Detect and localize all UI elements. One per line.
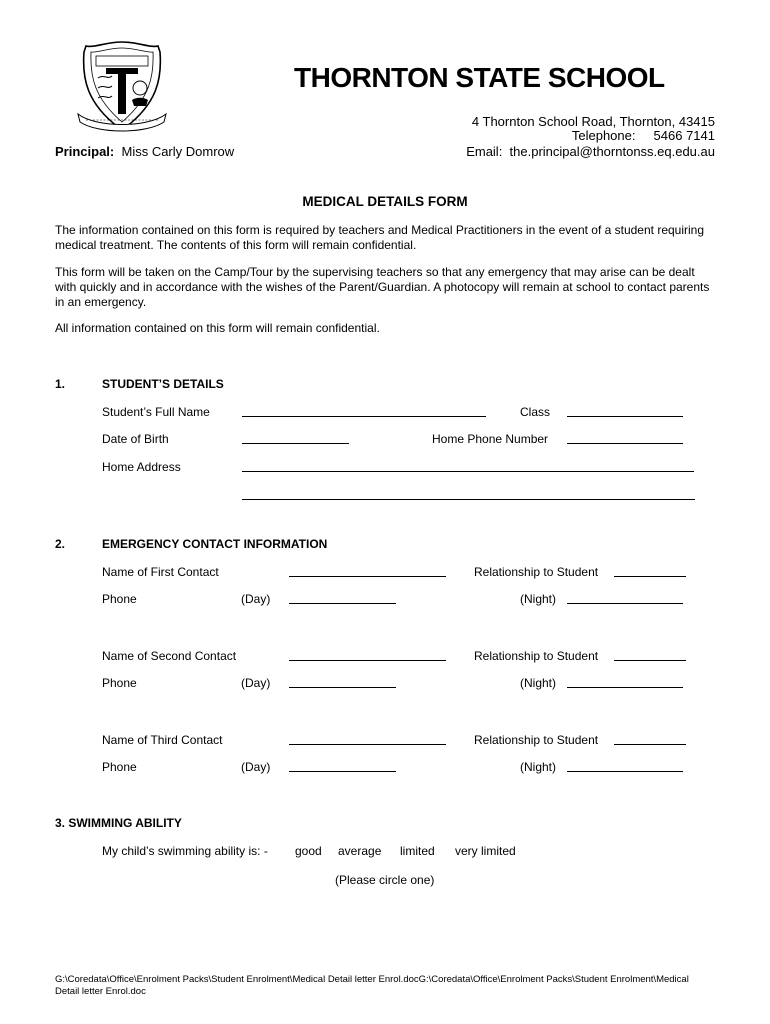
school-email xyxy=(466,144,715,159)
school-address: 4 Thornton School Road, Thornton, 43415 xyxy=(471,114,715,129)
section-3-heading: 3. SWIMMING ABILITY xyxy=(55,816,182,830)
section-2-heading: EMERGENCY CONTACT INFORMATION xyxy=(102,537,328,551)
full-name-field[interactable] xyxy=(242,416,486,417)
second-night-label: (Night) xyxy=(520,676,557,690)
first-phone-label: Phone xyxy=(102,592,137,606)
third-contact-field[interactable] xyxy=(289,744,446,745)
first-contact-field[interactable] xyxy=(289,576,446,577)
third-night-label: (Night) xyxy=(520,760,557,774)
second-phone-label: Phone xyxy=(102,676,137,690)
email-label: Email: xyxy=(466,144,503,159)
third-night-phone-field[interactable] xyxy=(567,771,683,772)
principal-name: Miss Carly Domrow xyxy=(121,144,235,159)
first-relationship-field[interactable] xyxy=(614,576,686,577)
third-day-label: (Day) xyxy=(241,760,271,774)
first-night-label: (Night) xyxy=(520,592,557,606)
first-relationship-label: Relationship to Student xyxy=(474,565,599,579)
second-relationship-label: Relationship to Student xyxy=(474,649,599,663)
first-contact-label: Name of First Contact xyxy=(102,565,219,579)
first-day-label: (Day) xyxy=(241,592,271,606)
third-relationship-field[interactable] xyxy=(614,744,686,745)
home-address-field-1[interactable] xyxy=(242,471,694,472)
home-phone-label: Home Phone Number xyxy=(432,432,549,446)
school-telephone xyxy=(572,128,715,143)
telephone-number: 5466 7141 xyxy=(653,128,715,143)
section-2-number: 2. xyxy=(55,537,66,551)
class-field[interactable] xyxy=(567,416,683,417)
section-1-number: 1. xyxy=(55,377,66,391)
form-title: MEDICAL DETAILS FORM xyxy=(302,194,468,209)
second-day-phone-field[interactable] xyxy=(289,687,396,688)
second-day-label: (Day) xyxy=(241,676,271,690)
full-name-label: Student’s Full Name xyxy=(102,405,210,419)
dob-label: Date of Birth xyxy=(102,432,169,446)
dob-field[interactable] xyxy=(242,443,349,444)
home-address-field-2[interactable] xyxy=(242,499,695,500)
home-address-label: Home Address xyxy=(102,460,181,474)
swim-option-average[interactable]: average xyxy=(338,844,382,858)
circle-instruction: (Please circle one) xyxy=(335,873,435,887)
email-address[interactable]: the.principal@thorntonss.eq.edu.au xyxy=(509,144,715,159)
section-1-heading: STUDENT’S DETAILS xyxy=(102,377,224,391)
second-contact-label: Name of Second Contact xyxy=(102,649,237,663)
second-night-phone-field[interactable] xyxy=(567,687,683,688)
home-phone-field[interactable] xyxy=(567,443,683,444)
third-day-phone-field[interactable] xyxy=(289,771,396,772)
intro-paragraph-3: All information contained on this form will remain confidential. xyxy=(55,321,380,335)
third-contact-label: Name of Third Contact xyxy=(102,733,223,747)
second-contact-field[interactable] xyxy=(289,660,446,661)
swim-option-very-limited[interactable]: very limited xyxy=(455,844,516,858)
third-phone-label: Phone xyxy=(102,760,137,774)
footer-file-path: G:\Coredata\Office\Enrolment Packs\Student Enrolment\Medical Detail letter Enrol.docG:\Coredata\Office\Enrolment Packs\Student Enrolment\Medical Detail letter Enrol.doc xyxy=(55,974,689,997)
first-day-phone-field[interactable] xyxy=(289,603,396,604)
principal-line xyxy=(55,144,234,159)
class-label: Class xyxy=(520,405,551,419)
school-crest-icon xyxy=(76,38,168,134)
third-relationship-label: Relationship to Student xyxy=(474,733,599,747)
intro-paragraph-1: The information contained on this form is required by teachers and Medical Practitioners in the event of a student requiring medical treatment. The contents of this form will remain confidential. xyxy=(55,223,705,252)
swimming-prompt: My child’s swimming ability is: - xyxy=(102,844,268,858)
second-relationship-field[interactable] xyxy=(614,660,686,661)
swim-option-good[interactable]: good xyxy=(295,844,322,858)
school-name: THORNTON STATE SCHOOL xyxy=(294,62,665,93)
swim-option-limited[interactable]: limited xyxy=(400,844,435,858)
intro-paragraph-2: This form will be taken on the Camp/Tour by the supervising teachers so that any emergency that may arise can be dealt with quickly and in accordance with the wishes of the Parent/Guardian. A photocopy will remain at school to contact parents in an emergency. xyxy=(55,265,710,309)
telephone-label: Telephone: xyxy=(571,128,636,143)
principal-label: Principal: xyxy=(55,144,115,159)
first-night-phone-field[interactable] xyxy=(567,603,683,604)
